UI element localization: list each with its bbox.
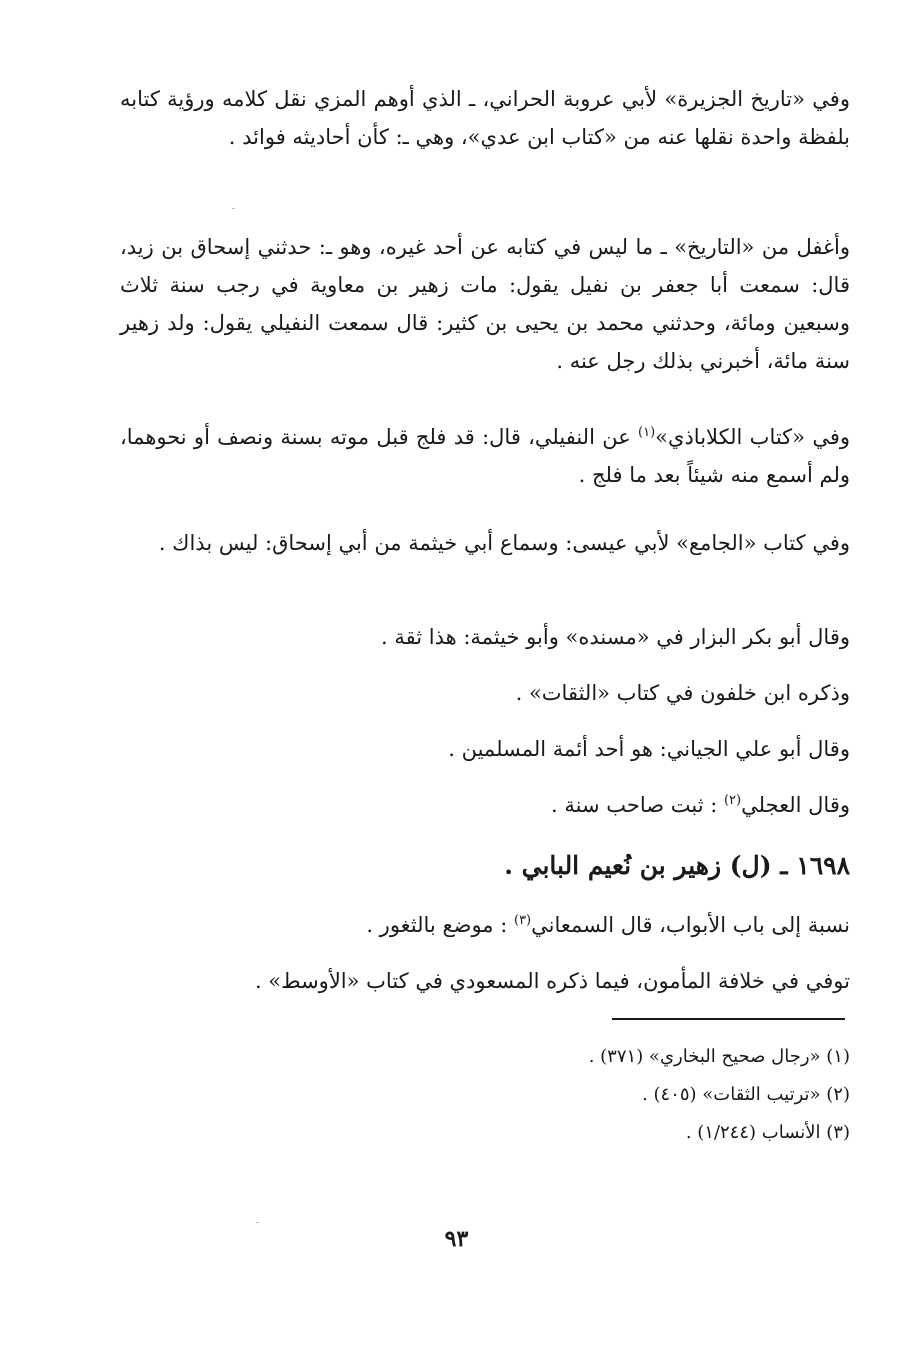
main-text-top — [120, 80, 850, 156]
main-text-fourth — [120, 524, 850, 562]
footnote-separator — [612, 1018, 845, 1020]
paragraph-7: وقال أبو علي الجياني: هو أحد أئمة المسلمين . — [448, 737, 850, 761]
main-text-fifth — [120, 618, 850, 656]
paragraph-8-start: وقال العجلي — [741, 793, 850, 817]
paragraph-2: وأغفل من «التاريخ» ـ ما ليس في كتابه عن أحد غيره، وهو ـ: حدثني إسحاق بن زيد، قال: سمعت أبا جعفر بن نفيل يقول: مات زهير بن معاوية في رجب سنة ثلاث وسبعين ومائة، وحدثني محمد بن يحيى بن كثير: قال سمعت النفيلي يقول: ولد زهير سنة مائة، أخبرني بذلك رجل عنه . — [120, 235, 850, 373]
paragraph-1: وفي «تاريخ الجزيرة» لأبي عروبة الحراني، ـ الذي أوهم المزي نقل كلامه ورؤية كتابه بلفظة واحدة نقلها عنه من «كتاب ابن عدي»، وهي ـ: كأن أحاديثه فوائد . — [120, 87, 850, 149]
paragraph-9-end: : موضع بالثغور . — [366, 913, 514, 937]
paragraph-3-start: وفي «كتاب الكلاباذي» — [655, 425, 851, 449]
main-text-eighth — [120, 786, 850, 824]
paragraph-10: توفي في خلافة المأمون، فيما ذكره المسعودي في كتاب «الأوسط» . — [254, 969, 850, 993]
page-number: ٩٣ — [444, 1226, 469, 1252]
paragraph-6: وذكره ابن خلفون في كتاب «الثقات» . — [515, 681, 850, 705]
paragraph-9-start: نسبة إلى باب الأبواب، قال السمعاني — [531, 913, 850, 937]
paragraph-5: وقال أبو بكر البزار في «مسنده» وأبو خيثمة: هذا ثقة . — [381, 625, 850, 649]
entry-heading: ١٦٩٨ ـ (ل) زهير بن نُعيم البابي . — [504, 851, 850, 880]
main-text-third — [120, 418, 850, 494]
footnotes — [120, 1038, 850, 1152]
paragraph-9 — [120, 906, 850, 944]
scan-speck — [232, 208, 235, 209]
main-text-second — [120, 228, 850, 380]
paragraph-3 — [120, 418, 850, 494]
footnote-ref-2: (٢) — [723, 793, 742, 808]
main-text-tenth — [120, 962, 850, 1000]
paragraph-3-end: عن النفيلي، قال: قد فلج قبل موته بسنة ونصف أو نحوهما، ولم أسمع منه شيئاً بعد ما فلج . — [120, 425, 850, 487]
paragraph-4: وفي كتاب «الجامع» لأبي عيسى: وسماع أبي خيثمة من أبي إسحاق: ليس بذاك . — [158, 531, 850, 555]
footnote-1: (١) «رجال صحيح البخاري» (٣٧١) . — [588, 1046, 850, 1067]
footnote-2: (٢) «ترتيب الثقات» (٤٠٥) . — [642, 1084, 850, 1105]
paragraph-8-end: : ثبت صاحب سنة . — [551, 793, 724, 817]
footnote-ref-3: (٣) — [513, 913, 532, 928]
paragraph-8 — [120, 786, 850, 824]
scan-speck — [256, 1222, 259, 1223]
footnote-ref-1: (١) — [638, 425, 656, 440]
main-text-ninth — [120, 906, 850, 944]
main-text-seventh — [120, 730, 850, 768]
footnote-3: (٣) الأنساب (١/٢٤٤) . — [685, 1122, 850, 1143]
main-text-sixth — [120, 674, 850, 712]
